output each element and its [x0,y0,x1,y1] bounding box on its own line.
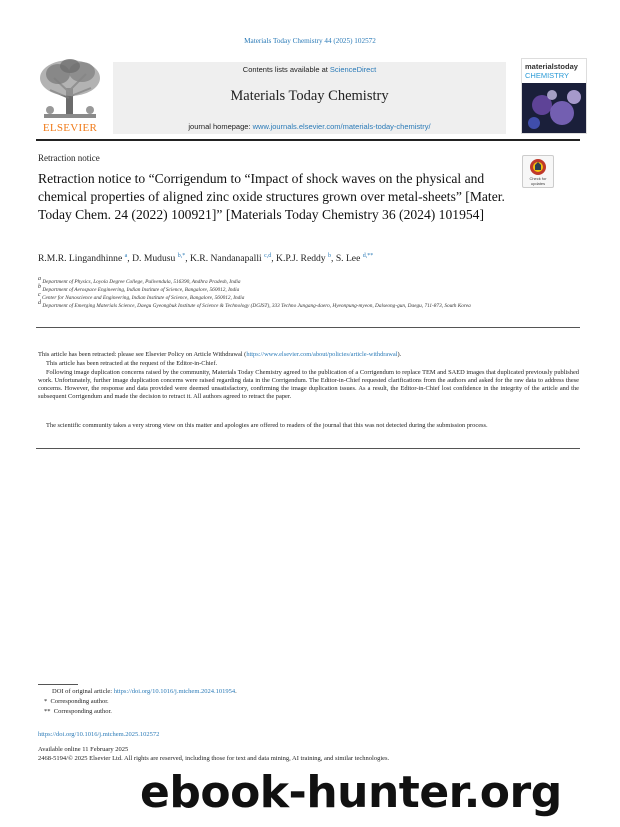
check-for-updates-icon [523,156,553,178]
footnote-rule [38,684,78,685]
check-for-updates-button[interactable] [522,155,554,188]
author-list: R.M.R. Lingandhinne $^a$, D. Mudusu $^{b,*}$, K.R. Nandanapalli $^{c,d}$, K.P.J. Reddy $^b$, S. Lee $^{d,**}$ [38,253,374,265]
author-name: R.M.R. Lingandhinne [38,253,123,265]
cover-title-materialstoday: materialstoday [525,62,578,71]
header-rule [36,139,580,141]
footnote-text: Corresponding author. [53,708,112,715]
cover-artwork-icon [522,83,586,133]
contents-line [113,65,506,74]
original-article-doi-link[interactable]: https://doi.org/10.1016/j.mtchem.2024.101954 [113,688,236,695]
body-paragraph-3: Following image duplication concerns raised by the community, Materials Today Chemistry agreed to the publication of a Corrigendum to replace TEM and SAED images that duplicated previously published work. Unfortunately, further image duplication concerns were raised regarding data in the Corrigendum. The Editor-in-Chief requested clarifications from the authors and asked for the raw data to address these concerns. However, the response and data provided were deemed unsatisfactory, confirming the image duplication issues. As a result, the Editor-in-Chief lost confidence in the integrity of the article and the subsequent Corrigendum and made the decision to retract it. All authors agreed to retract the paper. [38,369,579,401]
homepage-prefix: journal homepage: [188,122,253,131]
affiliation-text: Center for Nanoscience and Engineering, Indian Institute of Science, Bangalore, 560012, India [42,294,245,301]
footnote-mark: ** [44,708,51,715]
journal-title: Materials Today Chemistry [230,88,389,104]
p1-suffix: ). [397,351,402,358]
p1-prefix: This article has been retracted: please see Elsevier Policy on Article Withdrawal ( [38,351,247,358]
doi-original-prefix: DOI of original article: [52,688,114,695]
author-name: S. Lee [335,253,361,265]
affiliation-text: Department of Emerging Materials Science, Daegu Gyeongbuk Institute of Science & Technology (DGIST), 333 Techno Jungang-daero, Hyeonpung-myeon, Dalseong-gun, Daegu, 711-873, South Korea [42,302,471,309]
journal-reference[interactable]: Materials Today Chemistry 44 (2025) 102572 [244,37,376,45]
author-affiliation-mark[interactable]: b [328,253,332,259]
journal-cover [521,58,587,134]
homepage-line [113,122,506,131]
author-name: K.P.J. Reddy [276,253,326,265]
watermark: ebook-hunter.org [140,767,562,818]
article-doi-link[interactable]: https://doi.org/10.1016/j.mtchem.2025.102572 [38,731,160,738]
section-rule [36,327,580,328]
body-end-rule [36,448,580,449]
body-paragraph-1 [38,351,579,359]
copyright-line: 2468-5194/© 2025 Elsevier Ltd. All rights are reserved, including those for text and data mining, AI training, and similar technologies. [38,755,390,762]
doi-original-suffix: . [235,688,237,695]
affiliation-d [38,300,518,310]
article-title: Retraction notice to “Corrigendum to “Impact of shock waves on the physical and chemical properties of aligned zinc oxide structures grown over metal-sheets” [Mater. Today Chem. 24 (2022) 100921]” [Materials Today Chemistry 36 (2024) 101954] [38,171,505,222]
affiliation-label: d [38,300,41,306]
footnote-original-doi [52,688,237,695]
tree-icon [36,58,104,120]
article-type: Retraction notice [38,153,100,163]
homepage-link[interactable]: www.journals.elsevier.com/materials-today-chemistry/ [252,122,431,131]
author-affiliation-mark[interactable]: c,d [264,253,272,259]
author-name: K.R. Nandanapalli [189,253,262,265]
elsevier-wordmark: ELSEVIER [42,122,98,134]
author-affiliation-mark[interactable]: a [124,253,128,259]
footnote-mark: * [44,698,48,705]
elsevier-logo [36,58,104,134]
body-paragraph-2: This article has been retracted at the request of the Editor-in-Chief. [46,360,218,367]
contents-prefix: Contents lists available at [242,65,330,74]
sciencedirect-link[interactable]: ScienceDirect [329,65,377,74]
author-name: D. Mudusu [132,253,176,265]
footnote-corresponding-2 [44,708,112,715]
affiliation-label: a [38,276,41,282]
affiliation-text: Department of Physics, Loyola Degree College, Pulivendula, 516390, Andhra Pradesh, India [42,278,241,285]
footnote-text: Corresponding author. [50,698,109,705]
body-paragraph-4: The scientific community takes a very strong view on this matter and apologies are offered to readers of the journal that this was not detected during the submission process. [46,422,488,429]
affiliation-text: Department of Aerospace Engineering, Indian Institute of Science, Bangalore, 560012, India [42,286,240,293]
cover-title-chemistry: CHEMISTRY [525,71,570,80]
check-for-updates-label: Check for updates [529,176,547,186]
available-online: Available online 11 February 2025 [38,746,129,753]
affiliation-label: b [38,284,41,290]
footnote-corresponding-1 [44,698,109,705]
withdrawal-policy-link[interactable]: https://www.elsevier.com/about/policies/article-withdrawal [246,351,398,358]
author-affiliation-mark[interactable]: d,** [362,253,374,259]
affiliation-label: c [38,292,41,298]
author-affiliation-mark[interactable]: b,* [177,253,186,259]
